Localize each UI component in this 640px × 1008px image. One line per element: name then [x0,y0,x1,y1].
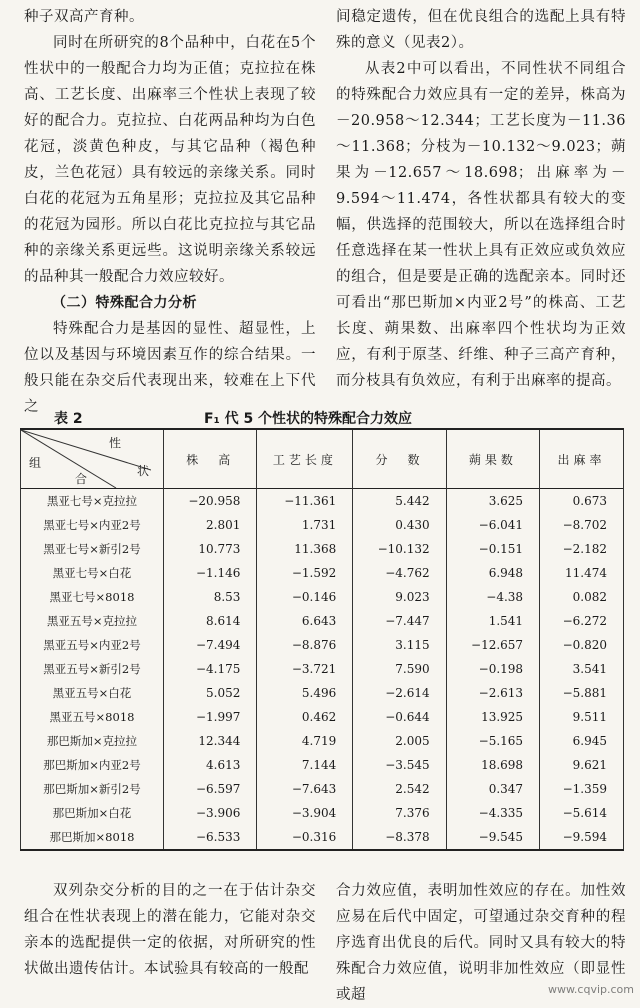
table-cell: 6.643 [257,609,353,633]
table-cell: 9.023 [353,585,446,609]
table-cell: −6.533 [164,825,257,850]
table-cell: −11.361 [257,489,353,514]
table-cell: 3.541 [540,657,624,681]
table-cell: 5.052 [164,681,257,705]
table-cell: 0.462 [257,705,353,729]
table-row [21,489,624,514]
row-label: 黑亚五号×内亚2号 [21,633,164,657]
table-cell: −10.132 [353,537,446,561]
row-label: 那巴斯加×白花 [21,801,164,825]
bottom-left-text [24,878,316,982]
row-label: 黑亚七号×内亚2号 [21,513,164,537]
table-cell: 0.430 [353,513,446,537]
table-row [21,801,624,825]
row-label: 黑亚五号×克拉拉 [21,609,164,633]
table-row [21,777,624,801]
paragraph: 种子双高产育种。 [24,9,144,25]
corner-mid: 状 [137,464,154,478]
table-row [21,681,624,705]
row-label: 那巴斯加×8018 [21,825,164,850]
table-cell: 10.773 [164,537,257,561]
table-cell: −3.545 [353,753,446,777]
table-cell: −9.594 [540,825,624,850]
table-cell: −6.041 [446,513,539,537]
table-cell: −7.494 [164,633,257,657]
table-cell: −20.958 [164,489,257,514]
corner-bottom: 合 [75,472,92,486]
table-cell: −3.904 [257,801,353,825]
table-cell: −0.198 [446,657,539,681]
table-cell: 0.673 [540,489,624,514]
table-cell: 2.801 [164,513,257,537]
table-cell: −9.545 [446,825,539,850]
table-cell: −0.644 [353,705,446,729]
row-label: 黑亚七号×新引2号 [21,537,164,561]
row-label: 黑亚七号×8018 [21,585,164,609]
table-cell: −4.175 [164,657,257,681]
table-row [21,705,624,729]
table-cell: 2.005 [353,729,446,753]
table-cell: −12.657 [446,633,539,657]
column-header: 出麻率 [540,429,624,489]
column-header: 株 高 [164,429,257,489]
table-cell: 0.082 [540,585,624,609]
table-cell: 8.614 [164,609,257,633]
table-cell: −6.272 [540,609,624,633]
table-cell: −7.447 [353,609,446,633]
row-label: 黑亚七号×克拉拉 [21,489,164,514]
table-cell: 12.344 [164,729,257,753]
corner-top: 性 [109,436,126,450]
table-cell: 0.347 [446,777,539,801]
corner-left: 组 [29,456,46,470]
table-cell: −0.820 [540,633,624,657]
table-cell: −7.643 [257,777,353,801]
table-cell: 8.53 [164,585,257,609]
table-cell: 3.115 [353,633,446,657]
table-cell: −2.613 [446,681,539,705]
row-label: 黑亚七号×白花 [21,561,164,585]
table-cell: −0.146 [257,585,353,609]
row-label: 那巴斯加×克拉拉 [21,729,164,753]
table-cell: −5.614 [540,801,624,825]
table-cell: −4.38 [446,585,539,609]
paragraph: 合力效应值，表明加性效应的存在。加性效应易在后代中固定，可望通过杂交育种的程序选育出优良的后代。同时又具有较大的特殊配合力效应值，说明非加性效应（即显性或超 [336,883,626,1003]
column-header: 工艺长度 [257,429,353,489]
table-row [21,729,624,753]
table-caption [24,406,624,428]
table-cell: 18.698 [446,753,539,777]
table-cell: −1.592 [257,561,353,585]
table-cell: 13.925 [446,705,539,729]
table-cell: 4.719 [257,729,353,753]
table-cell: −2.614 [353,681,446,705]
table-cell: −6.597 [164,777,257,801]
table-cell: −5.165 [446,729,539,753]
table-header-row [21,429,624,489]
table-row [21,561,624,585]
table-row [21,513,624,537]
paragraph: 双列杂交分析的目的之一在于估计杂交组合在性状表现上的潜在能力，它能对杂交亲本的选配提供一定的依据，对所研究的性状做出遗传估计。本试验具有较高的一般配 [24,883,316,977]
row-label: 黑亚五号×白花 [21,681,164,705]
table-cell: 1.731 [257,513,353,537]
table-cell: 3.625 [446,489,539,514]
table-cell: 7.590 [353,657,446,681]
table-cell: 11.368 [257,537,353,561]
row-label: 黑亚五号×新引2号 [21,657,164,681]
section-heading: （二）特殊配合力分析 [52,295,197,311]
table-cell: −0.151 [446,537,539,561]
table-cell: −8.876 [257,633,353,657]
table-cell: −2.182 [540,537,624,561]
column-header: 蒴果数 [446,429,539,489]
table-cell: 5.442 [353,489,446,514]
table-label: 表 2 [54,411,83,427]
table-cell: −1.997 [164,705,257,729]
table-cell: 1.541 [446,609,539,633]
table-cell: −5.881 [540,681,624,705]
sca-table [20,428,624,851]
table-cell: 2.542 [353,777,446,801]
table-cell: −3.906 [164,801,257,825]
table-row [21,609,624,633]
row-label: 黑亚五号×8018 [21,705,164,729]
table-cell: −4.335 [446,801,539,825]
table-corner-cell [21,429,164,489]
table-cell: −8.378 [353,825,446,850]
table-cell: −1.146 [164,561,257,585]
table-row [21,633,624,657]
watermark: www.cqvip.com [547,983,634,996]
table-cell: 9.511 [540,705,624,729]
row-label: 那巴斯加×内亚2号 [21,753,164,777]
left-text-column [24,4,316,420]
table-title: F₁ 代 5 个性状的特殊配合力效应 [204,411,413,427]
table-cell: 11.474 [540,561,624,585]
table-cell: −0.316 [257,825,353,850]
table-cell: 5.496 [257,681,353,705]
table-cell: −3.721 [257,657,353,681]
table-cell: 7.376 [353,801,446,825]
paragraph: 间稳定遗传，但在优良组合的选配上具有特殊的意义（见表2）。 [336,9,626,51]
table-row [21,825,624,850]
paragraph: 特殊配合力是基因的显性、超显性，上位以及基因与环境因素互作的综合结果。一般只能在杂交后代表现出来，较难在上下代之 [24,321,316,415]
table-cell: 9.621 [540,753,624,777]
table-cell: −8.702 [540,513,624,537]
table-cell: 6.948 [446,561,539,585]
paragraph: 从表2中可以看出，不同性状不同组合的特殊配合力效应具有一定的差异，株高为－20.958～12.344；工艺长度为－11.36～11.368；分枝为－10.132～9.023；蒴果为－12.657～18.698；出麻率为－9.594～11.474，各性状都具有较大的变幅，供选择的范围较大，所以在选择组合时任意选择在某一性状上具有正效应或负效应的组合，但是要是正确的选配亲本。同时还可看出“那巴斯加×内亚2号”的株高、工艺长度、蒴果数、出麻率四个性状均为正效应，有利于原茎、纤维、种子三高产育种，而分枝具有负效应，有利于出麻率的提高。 [336,61,626,389]
table-row [21,585,624,609]
table-row [21,753,624,777]
table-cell: 6.945 [540,729,624,753]
table-cell: 4.613 [164,753,257,777]
table-cell: 7.144 [257,753,353,777]
right-text-column [336,4,626,394]
table-row [21,657,624,681]
column-header: 分 数 [353,429,446,489]
table-cell: −4.762 [353,561,446,585]
table-row [21,537,624,561]
table-cell: −1.359 [540,777,624,801]
paragraph: 同时在所研究的8个品种中，白花在5个性状中的一般配合力均为正值；克拉拉在株高、工艺长度、出麻率三个性状上表现了较好的配合力。克拉拉、白花两品种均为白色花冠，淡黄色种皮，与其它品种（褐色种皮，兰色花冠）具有较远的亲缘关系。同时白花的花冠为五角星形；克拉拉及其它品种的花冠为园形。所以白花比克拉拉与其它品种的亲缘关系更远些。这说明亲缘关系较远的品种其一般配合力效应较好。 [24,35,316,285]
row-label: 那巴斯加×新引2号 [21,777,164,801]
